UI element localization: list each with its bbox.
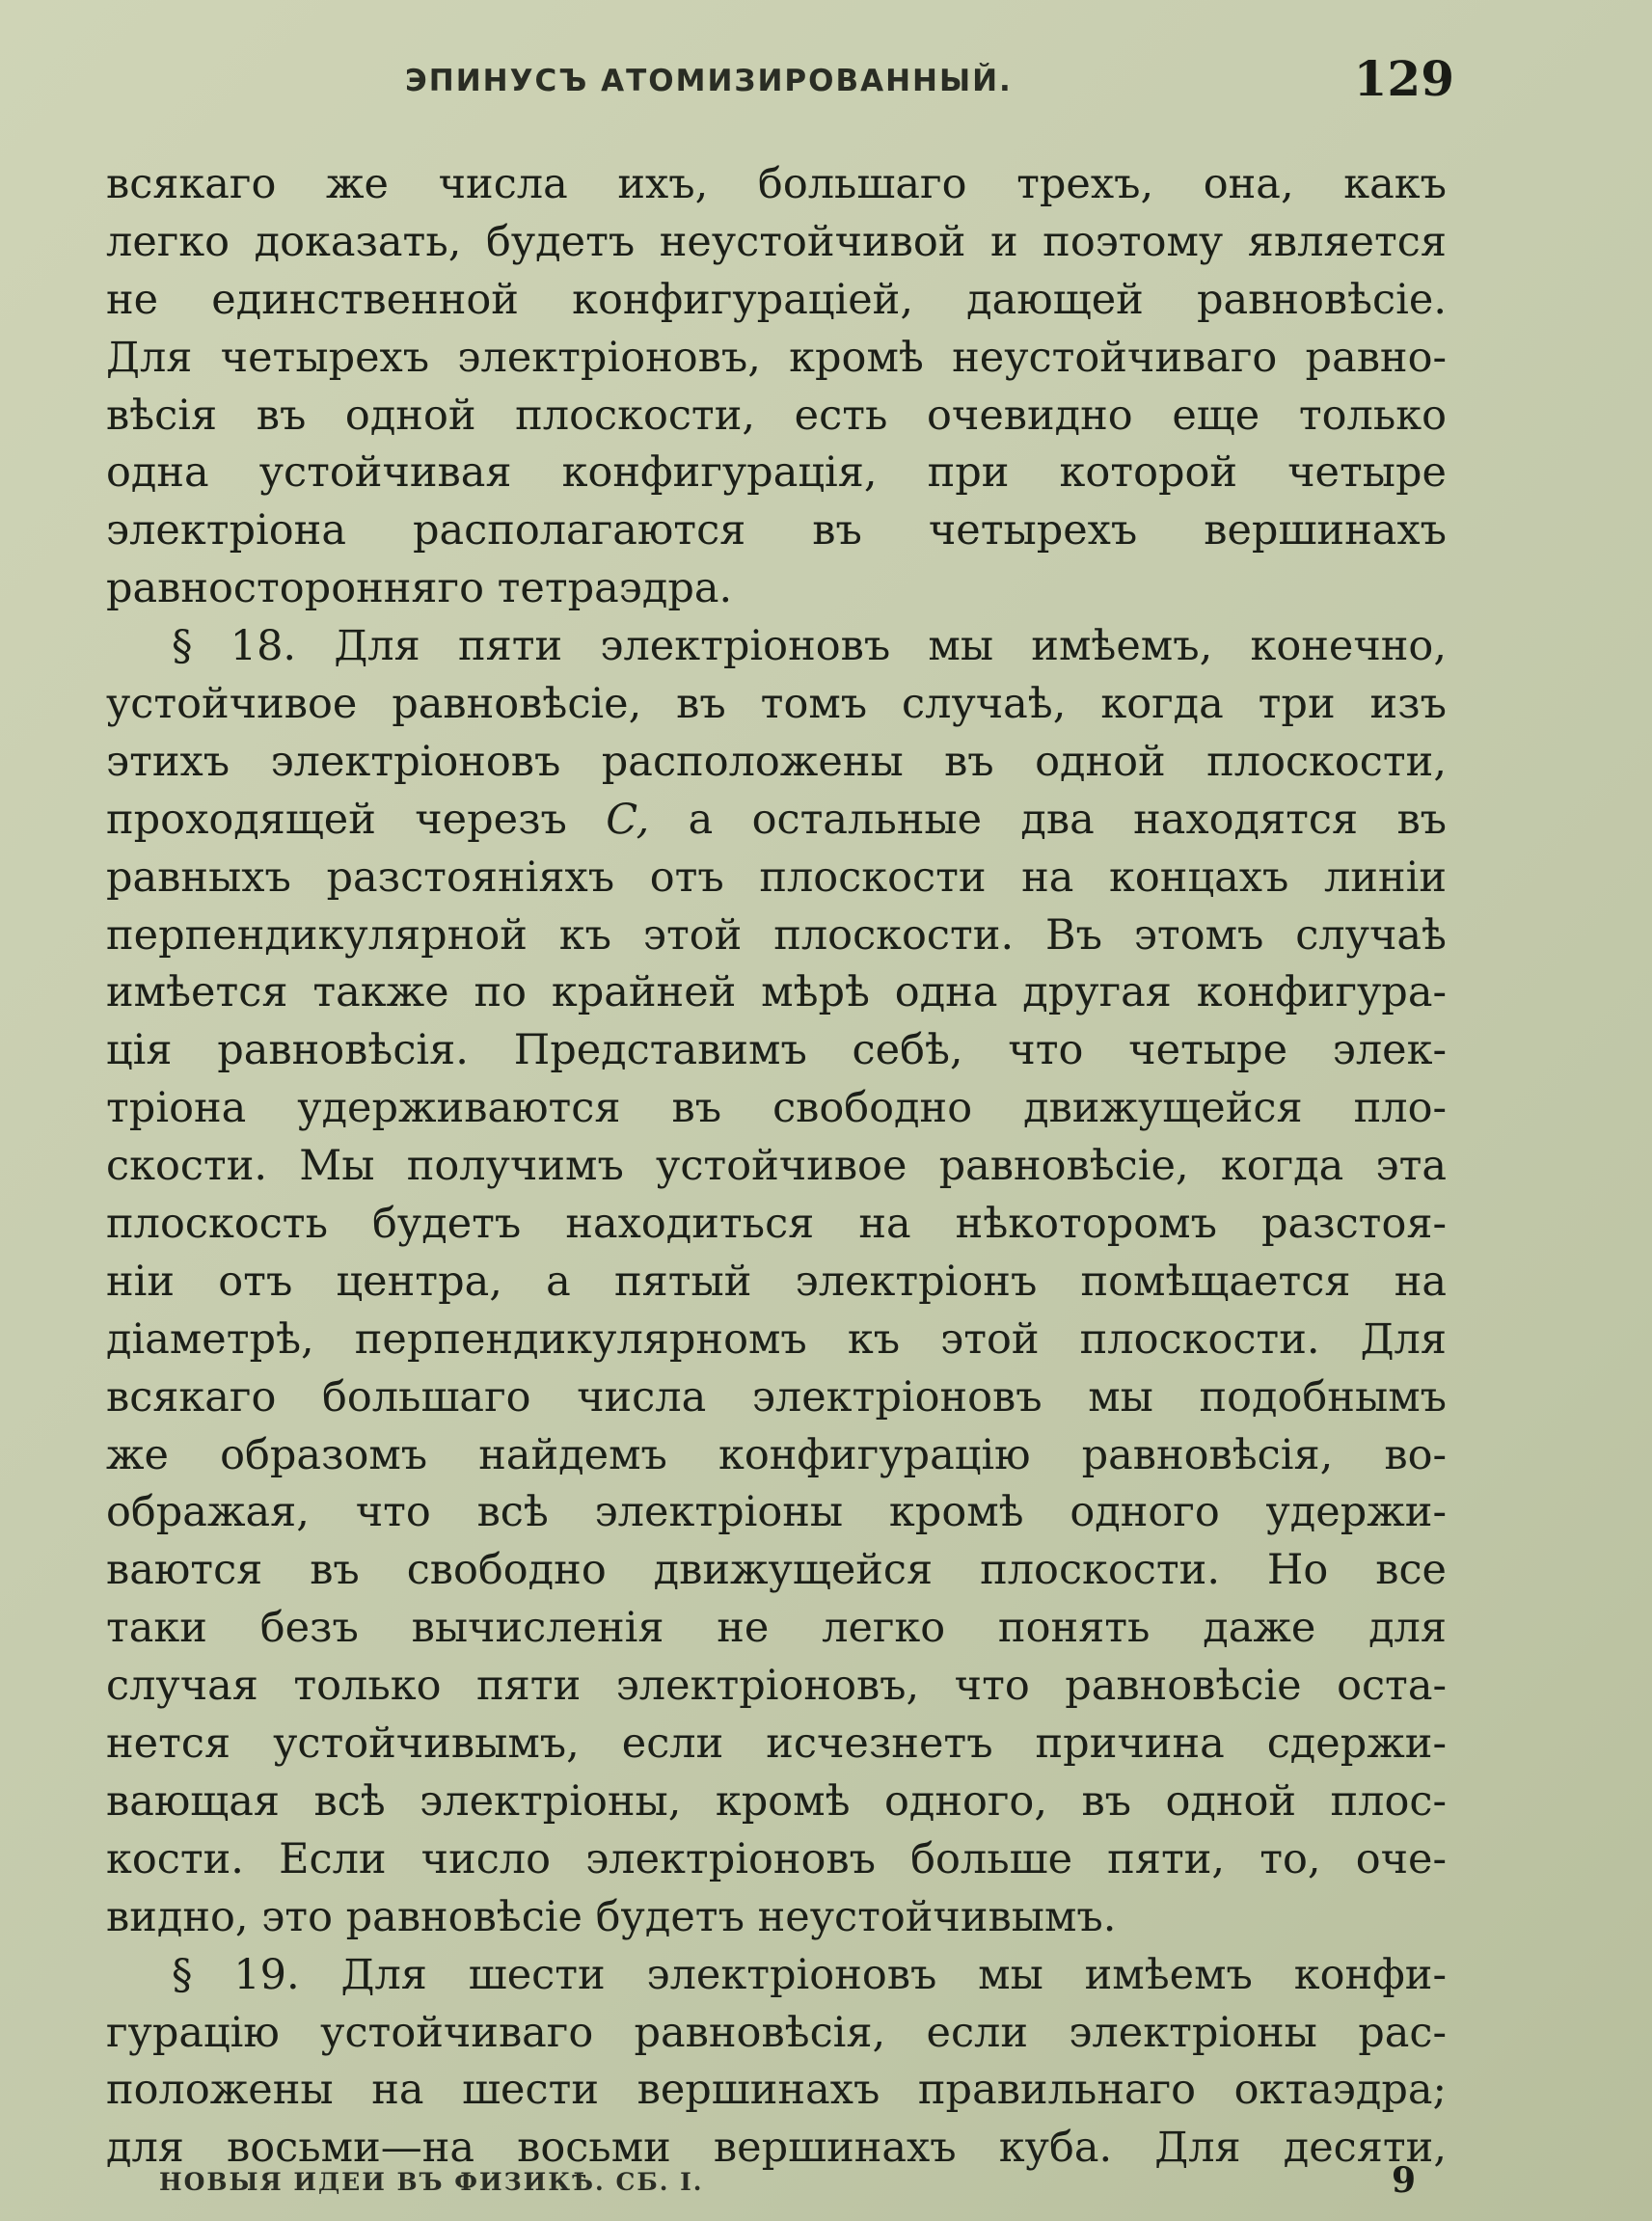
text-line: ція равновѣсія. Представимъ себѣ, что четыре элек-	[106, 1026, 1447, 1075]
text-line: одна устойчивая конфигурація, при которой четыре	[106, 448, 1447, 498]
text-line: имѣется также по крайней мѣрѣ одна другая конфигура-	[106, 968, 1447, 1017]
page-number: 129	[1353, 50, 1454, 107]
page-footer	[159, 2160, 1416, 2207]
text-line: всякаго же числа ихъ, большаго трехъ, она, какъ	[106, 160, 1447, 208]
text-fragment: проходящей черезъ	[106, 795, 567, 844]
text-line: ніи отъ центра, а пятый электріонъ помѣщается на	[106, 1257, 1447, 1306]
text-line: ображая, что всѣ электріоны кромѣ одного удержи-	[106, 1488, 1447, 1537]
text-line: электріона располагаются въ четырехъ вершинахъ	[106, 506, 1447, 555]
text-line: ваются въ свободно движущейся плоскости. Но все	[106, 1546, 1447, 1595]
text-line: не единственной конфигураціей, дающей равновѣсіе.	[106, 275, 1447, 324]
text-line-with-italic	[106, 792, 1447, 850]
text-line: легко доказать, будетъ неустойчивой и поэтому является	[106, 217, 1447, 266]
running-head: ЭПИНУСЪ АТОМИЗИРОВАННЫЙ.	[405, 64, 1013, 98]
text-line: вающая всѣ электріоны, кромѣ одного, въ одной плос-	[106, 1776, 1447, 1826]
footer-title: НОВЫЯ ИДЕИ ВЪ ФИЗИКѢ. СБ. I.	[159, 2168, 704, 2196]
text-line: перпендикулярной къ этой плоскости. Въ этомъ случаѣ	[106, 910, 1447, 960]
text-line: равныхъ разстояніяхъ отъ плоскости на концахъ линіи	[106, 853, 1447, 902]
text-line: таки безъ вычисленія не легко понять даже для	[106, 1604, 1447, 1653]
text-line: видно, это равновѣсіе будетъ неустойчивымъ.	[106, 1892, 1117, 1941]
text-line: скости. Мы получимъ устойчивое равновѣсіе, когда эта	[106, 1142, 1447, 1191]
signature-mark: 9	[1391, 2160, 1416, 2201]
text-line: гурацію устойчиваго равновѣсія, если электріоны рас-	[106, 2008, 1447, 2057]
text-line: плоскость будетъ находиться на нѣкоторомъ разстоя-	[106, 1200, 1447, 1249]
text-fragment: а остальные два находятся въ	[688, 795, 1447, 844]
text-line: всякаго большаго числа электріоновъ мы подобнымъ	[106, 1372, 1447, 1422]
section-18-start: § 18. Для пяти электріоновъ мы имѣемъ, конечно,	[172, 622, 1447, 671]
page-header	[106, 50, 1454, 108]
text-line: положены на шести вершинахъ правильнаго октаэдра;	[106, 2066, 1447, 2115]
text-line: для восьми—на восьми вершинахъ куба. Для десяти,	[106, 2124, 1447, 2173]
text-line: же образомъ найдемъ конфигурацію равновѣсія, во-	[106, 1430, 1447, 1479]
italic-variable: C,	[606, 795, 650, 844]
text-line: устойчивое равновѣсіе, въ томъ случаѣ, когда три изъ	[106, 680, 1447, 729]
text-line: Для четырехъ электріоновъ, кромѣ неустойчиваго равно-	[106, 333, 1447, 382]
text-line: кости. Если число электріоновъ больше пяти, то, оче-	[106, 1834, 1447, 1883]
text-line: діаметрѣ, перпендикулярномъ къ этой плоскости. Для	[106, 1314, 1447, 1364]
text-line: случая только пяти электріоновъ, что равновѣсіе оста-	[106, 1662, 1447, 1711]
section-19-start: § 19. Для шести электріоновъ мы имѣемъ конфи-	[172, 1950, 1447, 1999]
text-line: равносторонняго тетраэдра.	[106, 564, 733, 613]
text-line: нется устойчивымъ, если исчезнетъ причина сдержи-	[106, 1720, 1447, 1769]
text-line: этихъ электріоновъ расположены въ одной плоскости,	[106, 737, 1447, 786]
text-line: тріона удерживаются въ свободно движущейся пло-	[106, 1084, 1447, 1133]
body-text	[106, 156, 1447, 2178]
text-line: вѣсія въ одной плоскости, есть очевидно еще только	[106, 391, 1447, 440]
